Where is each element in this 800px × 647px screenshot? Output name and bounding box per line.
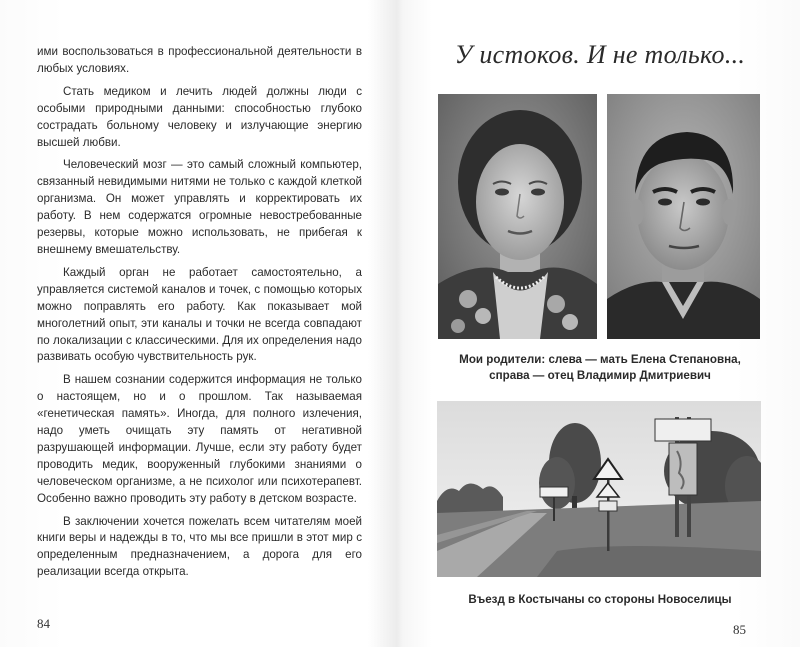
page-number-left: 84 [37,616,50,631]
village-entrance-caption: Въезд в Костычаны со стороны Новоселицы [468,593,732,606]
right-page [400,0,800,647]
paragraph: ими воспользоваться в профессиональной деятельности в любых условиях. [37,45,362,75]
page-number-right: 85 [733,622,746,637]
mother-portrait-photo [438,94,597,339]
caption-line: справа — отец Владимир Дмитриевич [489,369,711,382]
paragraph: В нашем сознании содержится информация не только о настоящем, но и о прошлом. Так называемая «генетическая память». Иногда, для полного излечения, надо уметь очищать эту память от негативной разрушающей информации. Лучше, если эту работу будет проводить медик, вооруженный глубокими знаниями о человеческом организме, а не психолог или психотерапевт. Особенно важно проводить эту работу в детском возрасте. [37,373,362,505]
parents-photo-caption [430,352,770,384]
paragraph: Человеческий мозг — это самый сложный компьютер, связанный невидимыми нитями не только с каждой клеткой организма. Он может управлять и корректировать их работу. В нем содержатся огромные невостребованные резервы, которые можно использовать, не прибегая к внешнему вмешательству. [37,158,362,256]
paragraph: Каждый орган не работает самостоятельно, а управляется системой каналов и точек, с помощью которых можно поправлять его работу. Как показывает мой многолетний опыт, эти каналы и точки не всегда совпадают по локализации с классическими. Для их определения надо развивать особую чувствительность рук. [37,265,362,364]
paragraph: В заключении хочется пожелать всем читателям моей книги веры и надежды в то, что мы все пришли в этот мир с определенным предназначением, а дорога для его реализации всегда открыта. [37,514,362,579]
paragraph: Стать медиком и лечить людей должны люди с особыми природными данными: способностью глубоко сострадать больному человеку и излучающие энергию высшей любви. [37,84,362,149]
body-text [37,44,362,587]
village-entrance-photo [437,401,761,577]
father-portrait-photo [607,94,760,339]
chapter-title: У истоков. И не только... [454,40,746,69]
caption-line: Мои родители: слева — мать Елена Степановна, [459,353,741,366]
